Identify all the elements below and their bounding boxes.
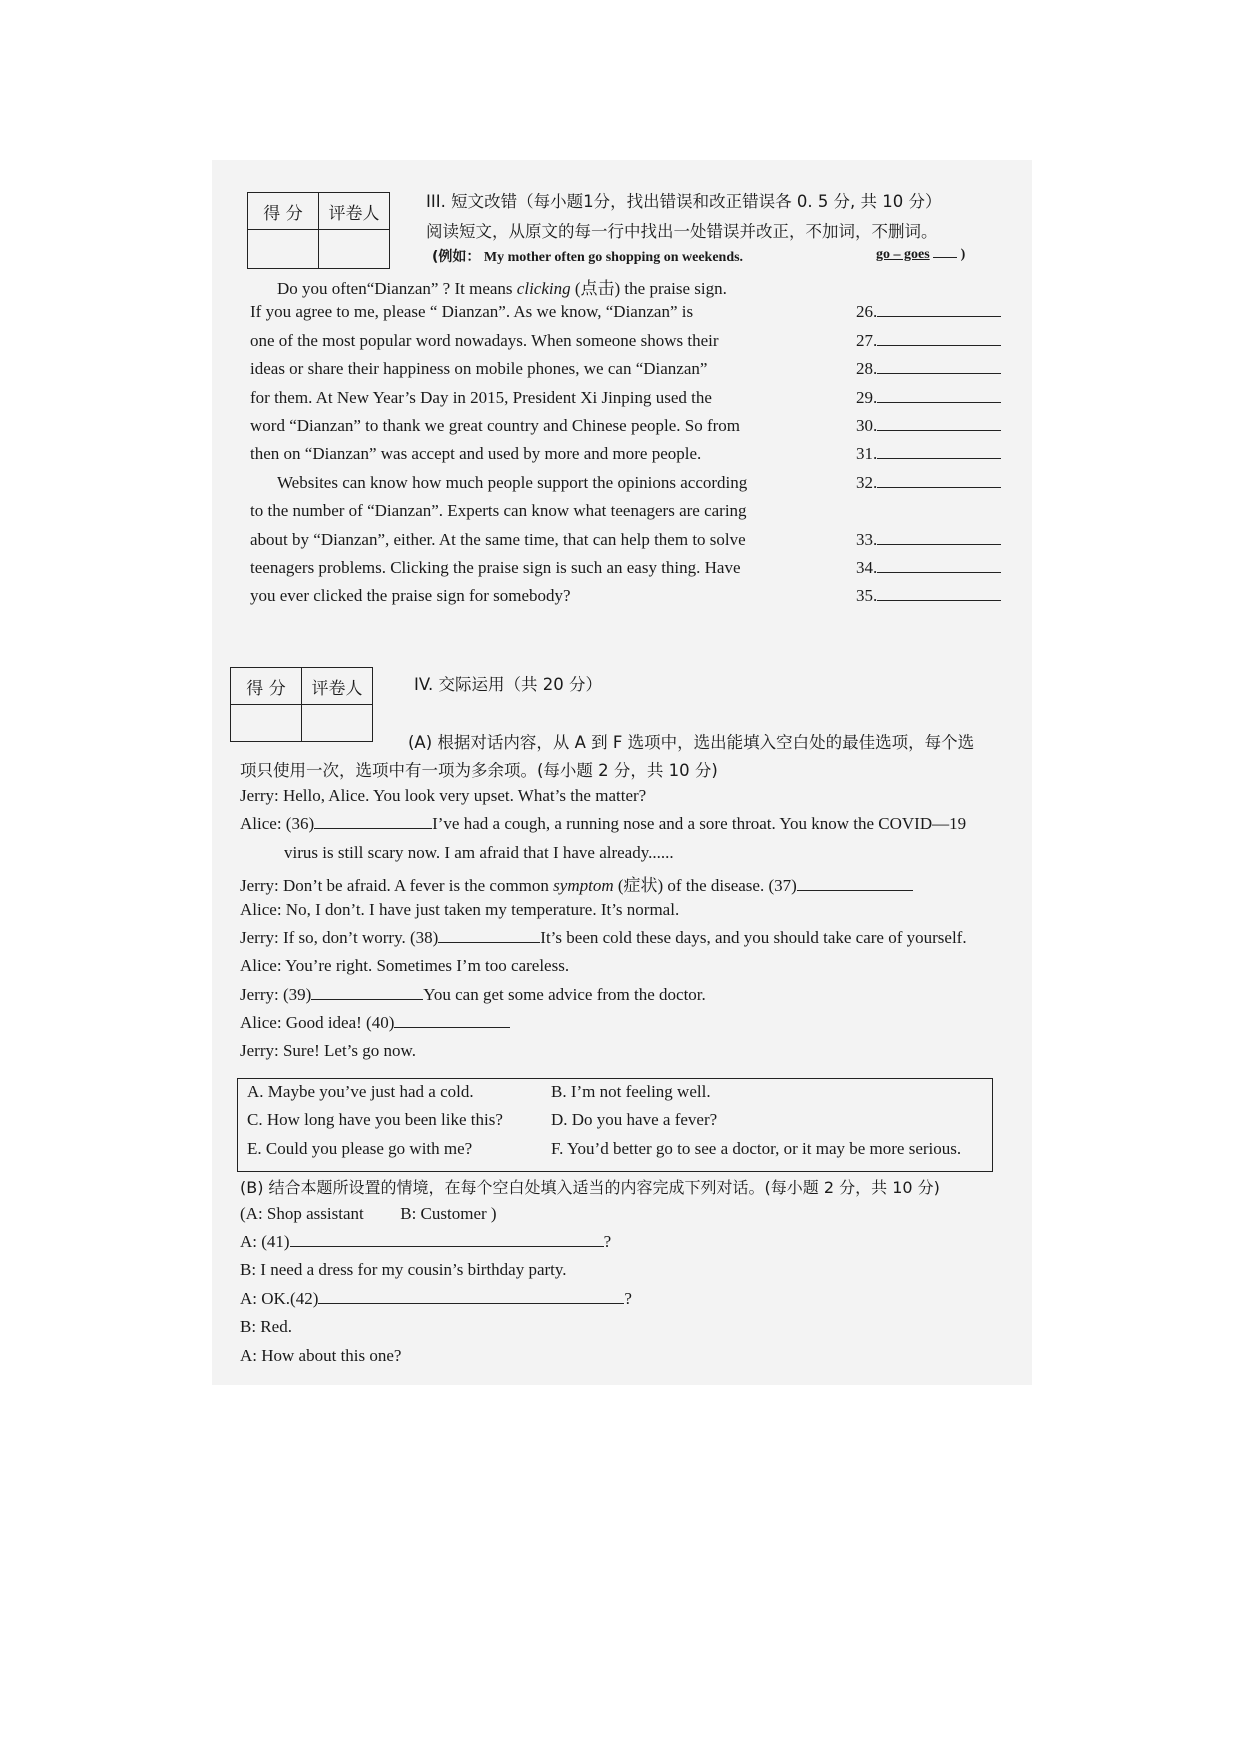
option-b: B. I’m not feeling well. [551, 1082, 711, 1101]
section-3-example: (例如： My mother often go shopping on weekends. [432, 249, 744, 265]
dialogue-line-5: Alice: No, I don’t. I have just taken my temperature. It’s normal. [240, 900, 680, 919]
roles-line: (A: Shop assistant B: Customer ) [240, 1204, 497, 1223]
blank-37[interactable] [797, 889, 913, 891]
answer-line-27[interactable]: 27. [856, 331, 1001, 351]
dialogue-line-2: Alice: (36) I’ve had a cough, a running nose and a sore throat. You know the COVID—19 [240, 814, 967, 833]
option-f: F. You’d better go to see a doctor, or it may be more serious. [551, 1139, 962, 1158]
part-a-instruction-1: (A) 根据对话内容，从 A 到 F 选项中，选出能填入空白处的最佳选项，每个选 [408, 733, 975, 752]
passage-line-10: about by “Dianzan”, either. At the same time, that can help them to solve [250, 530, 746, 549]
passage-line-1: Do you often“Dianzan” ? It means clicking (点击) the praise sign. [277, 279, 727, 298]
blank-41[interactable] [290, 1245, 604, 1247]
grader-cell [302, 705, 373, 742]
score-label: 得 分 [248, 193, 319, 230]
dialogue-line-7: Alice: You’re right. Sometimes I’m too careless. [240, 956, 570, 975]
answer-line-35[interactable]: 35. [856, 586, 1001, 606]
score-table-section-3 [247, 192, 390, 269]
score-cell [231, 705, 302, 742]
answer-line-30[interactable]: 30. [856, 416, 1001, 436]
answer-line-29[interactable]: 29. [856, 388, 1001, 408]
dialogue-line-6: Jerry: If so, don’t worry. (38) It’s been cold these days, and you should take care of yourself. [240, 928, 967, 947]
section-3-example-answer: go – goes ) [876, 247, 966, 262]
blank-36[interactable] [314, 827, 432, 829]
passage-line-3: one of the most popular word nowadays. When someone shows their [250, 331, 719, 350]
option-c: C. How long have you been like this? [247, 1110, 503, 1129]
passage-line-9: to the number of “Dianzan”. Experts can know what teenagers are caring [250, 501, 747, 520]
answer-line-32[interactable]: 32. [856, 473, 1001, 493]
option-e: E. Could you please go with me? [247, 1139, 473, 1158]
grader-cell [319, 230, 390, 269]
dialogue-line-10: Jerry: Sure! Let’s go now. [240, 1041, 416, 1060]
section-3-instruction: 阅读短文，从原文的每一行中找出一处错误并改正，不加词，不删词。 [426, 222, 938, 241]
dialogue-line-3: virus is still scary now. I am afraid that I have already...... [284, 843, 674, 862]
part-b-line-2: B: I need a dress for my cousin’s birthday party. [240, 1260, 567, 1279]
answer-line-34[interactable]: 34. [856, 558, 1001, 578]
part-b-line-1: A: (41) ? [240, 1232, 612, 1251]
grader-label: 评卷人 [319, 193, 390, 230]
passage-line-6: word “Dianzan” to thank we great country and Chinese people. So from [250, 416, 741, 435]
blank-38[interactable] [438, 941, 540, 943]
answer-line-31[interactable]: 31. [856, 444, 1001, 464]
score-table-section-4 [230, 667, 373, 742]
score-label: 得 分 [231, 668, 302, 705]
passage-line-12: you ever clicked the praise sign for somebody? [250, 586, 571, 605]
passage-line-11: teenagers problems. Clicking the praise sign is such an easy thing. Have [250, 558, 741, 577]
passage-line-5: for them. At New Year’s Day in 2015, President Xi Jinping used the [250, 388, 712, 407]
grader-label: 评卷人 [302, 668, 373, 705]
passage-line-2: If you agree to me, please “ Dianzan”. As we know, “Dianzan” is [250, 302, 694, 321]
part-b-line-3: A: OK.(42) ? [240, 1289, 632, 1308]
part-b-line-5: A: How about this one? [240, 1346, 402, 1365]
answer-line-33[interactable]: 33. [856, 530, 1001, 550]
passage-line-7: then on “Dianzan” was accept and used by more and more people. [250, 444, 702, 463]
passage-line-4: ideas or share their happiness on mobile phones, we can “Dianzan” [250, 359, 708, 378]
dialogue-line-9: Alice: Good idea! (40) [240, 1013, 510, 1033]
part-b-instruction: (B) 结合本题所设置的情境，在每个空白处填入适当的内容完成下列对话。(每小题 2 分，共 10 分) [240, 1178, 940, 1197]
answer-line-26[interactable]: 26. [856, 302, 1001, 322]
blank-40[interactable] [394, 1026, 510, 1028]
section-3-title: III. 短文改错（每小题1分，找出错误和改正错误各 0. 5 分, 共 10 分） [426, 192, 942, 211]
score-cell [248, 230, 319, 269]
blank-39[interactable] [311, 998, 423, 1000]
answer-line-28[interactable]: 28. [856, 359, 1001, 379]
passage-line-8: Websites can know how much people support the opinions according [277, 473, 748, 492]
section-4-title: IV. 交际运用（共 20 分） [414, 675, 603, 694]
dialogue-line-4: Jerry: Don’t be afraid. A fever is the common symptom (症状) of the disease. (37) [240, 871, 913, 896]
part-b-line-4: B: Red. [240, 1317, 292, 1336]
option-d: D. Do you have a fever? [551, 1110, 718, 1129]
option-a: A. Maybe you’ve just had a cold. [247, 1082, 474, 1101]
blank-42[interactable] [318, 1302, 624, 1304]
dialogue-line-8: Jerry: (39) You can get some advice from the doctor. [240, 985, 706, 1004]
part-a-instruction-2: 项只使用一次，选项中有一项为多余项。(每小题 2 分，共 10 分) [240, 761, 718, 780]
dialogue-line-1: Jerry: Hello, Alice. You look very upset. What’s the matter? [240, 786, 647, 805]
